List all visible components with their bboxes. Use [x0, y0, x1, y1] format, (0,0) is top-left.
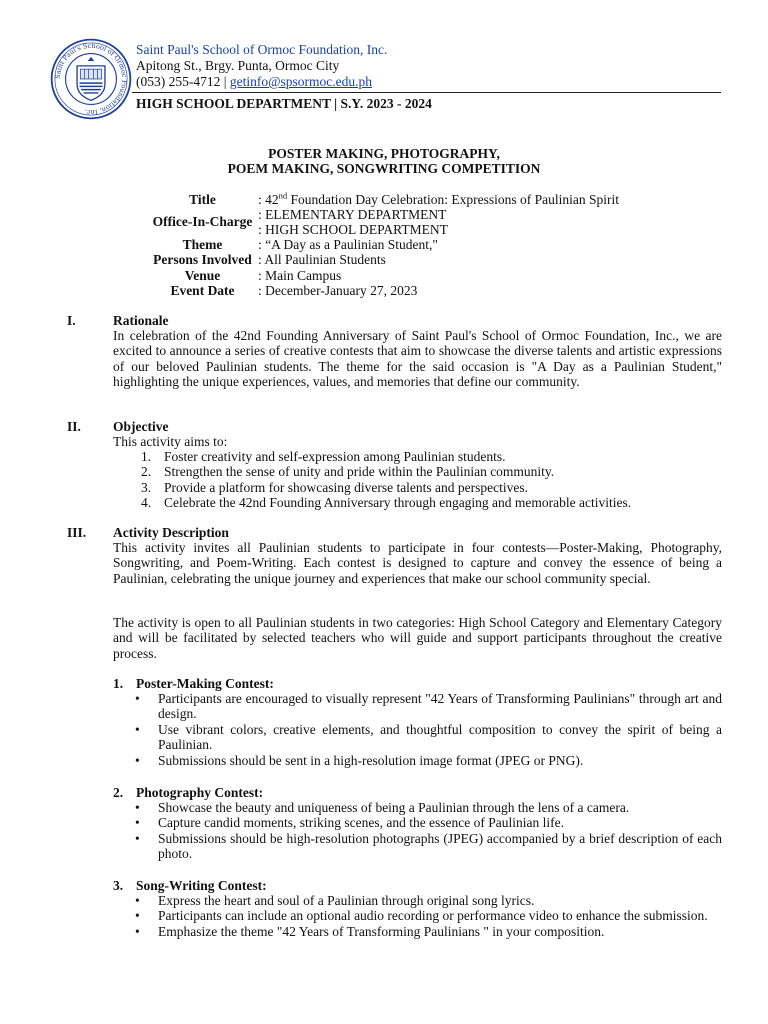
info-value-title: : 42nd Foundation Day Celebration: Expressions of Paulinian Spirit — [258, 190, 619, 207]
school-name: Saint Paul's School of Ormoc Foundation, Inc. — [136, 42, 388, 57]
seal-ring-text: Saint Paul's School of Ormoc Foundation, Inc. — [53, 41, 129, 117]
info-label-theme: Theme — [182, 237, 223, 252]
info-row-persons — [0, 252, 768, 268]
section-heading-objective: Objective — [113, 419, 169, 434]
info-value-date: : December-January 27, 2023 — [258, 283, 418, 298]
contact-line — [136, 74, 372, 90]
list-item: • Showcase the beauty and uniqueness of being a Paulinian through the lens of a camera. — [113, 800, 722, 815]
list-item: • Participants are encouraged to visually represent "42 Years of Transforming Paulinians" through art and design. — [113, 691, 722, 722]
info-value-office-1: : ELEMENTARY DEPARTMENT — [258, 207, 447, 222]
contest-heading-poster: 1. Poster-Making Contest: — [113, 676, 274, 691]
contest-bullets-poster — [113, 691, 722, 768]
info-value-persons: : All Paulinian Students — [258, 252, 386, 267]
list-item: • Use vibrant colors, creative elements, and thoughtful composition to convey the spirit of being a Paulinian. — [113, 722, 722, 753]
objective-intro: This activity aims to: — [113, 434, 228, 449]
contest-heading-songwriting: 3. Song-Writing Contest: — [113, 878, 267, 893]
list-item: 2. Strengthen the sense of unity and pride within the Paulinian community. — [141, 464, 555, 480]
activity-paragraph-2: The activity is open to all Paulinian students in two categories: High School Category and Elementary Category and will be facilitated by selected teachers who will guide and support participants throughout the creative process. — [113, 615, 722, 661]
document-title-line2: POEM MAKING, SONGWRITING COMPETITION — [227, 161, 541, 176]
list-item: • Emphasize the theme "42 Years of Transforming Paulinians " in your composition. — [113, 924, 722, 939]
info-value-venue: : Main Campus — [258, 268, 342, 283]
activity-paragraph-1: This activity invites all Paulinian students to participate in four contests—Poster-Making, Photography, Songwriting, and Poem-Writing. Each contest is designed to capture and convey the essence of being a Paulinian, celebrating the unique journey and experiences that make our school community special. — [113, 540, 722, 586]
list-item: • Submissions should be high-resolution photographs (JPEG) accompanied by a brief description of each photo. — [113, 831, 722, 862]
phone-number: (053) 255-4712 | — [136, 74, 230, 89]
section-number-activity: III. — [67, 525, 87, 540]
contest-bullets-songwriting — [113, 893, 722, 939]
info-label-office: Office-In-Charge — [152, 214, 253, 229]
info-value-theme: : “A Day as a Paulinian Student," — [258, 237, 438, 252]
list-item: • Submissions should be sent in a high-resolution image format (JPEG or PNG). — [113, 753, 722, 768]
info-label-title: Title — [189, 192, 216, 207]
school-seal-logo — [50, 38, 132, 120]
school-address: Apitong St., Brgy. Punta, Ormoc City — [136, 58, 340, 73]
list-item: • Participants can include an optional audio recording or performance video to enhance the submission. — [113, 908, 722, 923]
info-label-venue: Venue — [184, 268, 221, 283]
info-row-date — [0, 283, 768, 299]
info-row-venue — [0, 268, 768, 284]
email-link[interactable]: getinfo@spsormoc.edu.ph — [229, 74, 372, 89]
section-heading-activity: Activity Description — [113, 525, 229, 540]
info-label-date: Event Date — [170, 283, 235, 298]
section-number-objective: II. — [67, 419, 81, 434]
list-item: 4. Celebrate the 42nd Founding Anniversary through engaging and memorable activities. — [141, 495, 632, 511]
list-item: • Express the heart and soul of a Paulinian through original song lyrics. — [113, 893, 722, 908]
contest-heading-photography: 2. Photography Contest: — [113, 785, 264, 800]
info-row-title — [0, 192, 768, 208]
section-heading-rationale: Rationale — [113, 313, 169, 328]
department-line: HIGH SCHOOL DEPARTMENT | S.Y. 2023 - 2024 — [136, 96, 432, 111]
section-number-rationale: I. — [67, 313, 76, 328]
info-row-office-2 — [0, 222, 768, 238]
document-title-line1: POSTER MAKING, PHOTOGRAPHY, — [268, 146, 500, 161]
letterhead-divider — [132, 92, 721, 93]
info-row-theme — [0, 237, 768, 253]
contest-bullets-photography — [113, 800, 722, 862]
info-label-persons: Persons Involved — [153, 252, 252, 267]
info-value-office-2: : HIGH SCHOOL DEPARTMENT — [258, 222, 448, 237]
list-item: • Capture candid moments, striking scenes, and the essence of Paulinian life. — [113, 815, 722, 830]
objective-list — [113, 449, 722, 511]
list-item: 3. Provide a platform for showcasing diverse talents and perspectives. — [141, 479, 529, 495]
rationale-text: In celebration of the 42nd Founding Anniversary of Saint Paul's School of Ormoc Foundation, Inc., we are excited to announce a series of creative contests that aim to showcase the diverse talents and artistic expressions of our beloved Paulinian students. The theme for the said occasion is "A Day as a Paulinian Student," highlighting the unique experiences, values, and memories that define our community. — [113, 328, 722, 390]
list-item: 1. Foster creativity and self-expression among Paulinian students. — [141, 449, 506, 464]
